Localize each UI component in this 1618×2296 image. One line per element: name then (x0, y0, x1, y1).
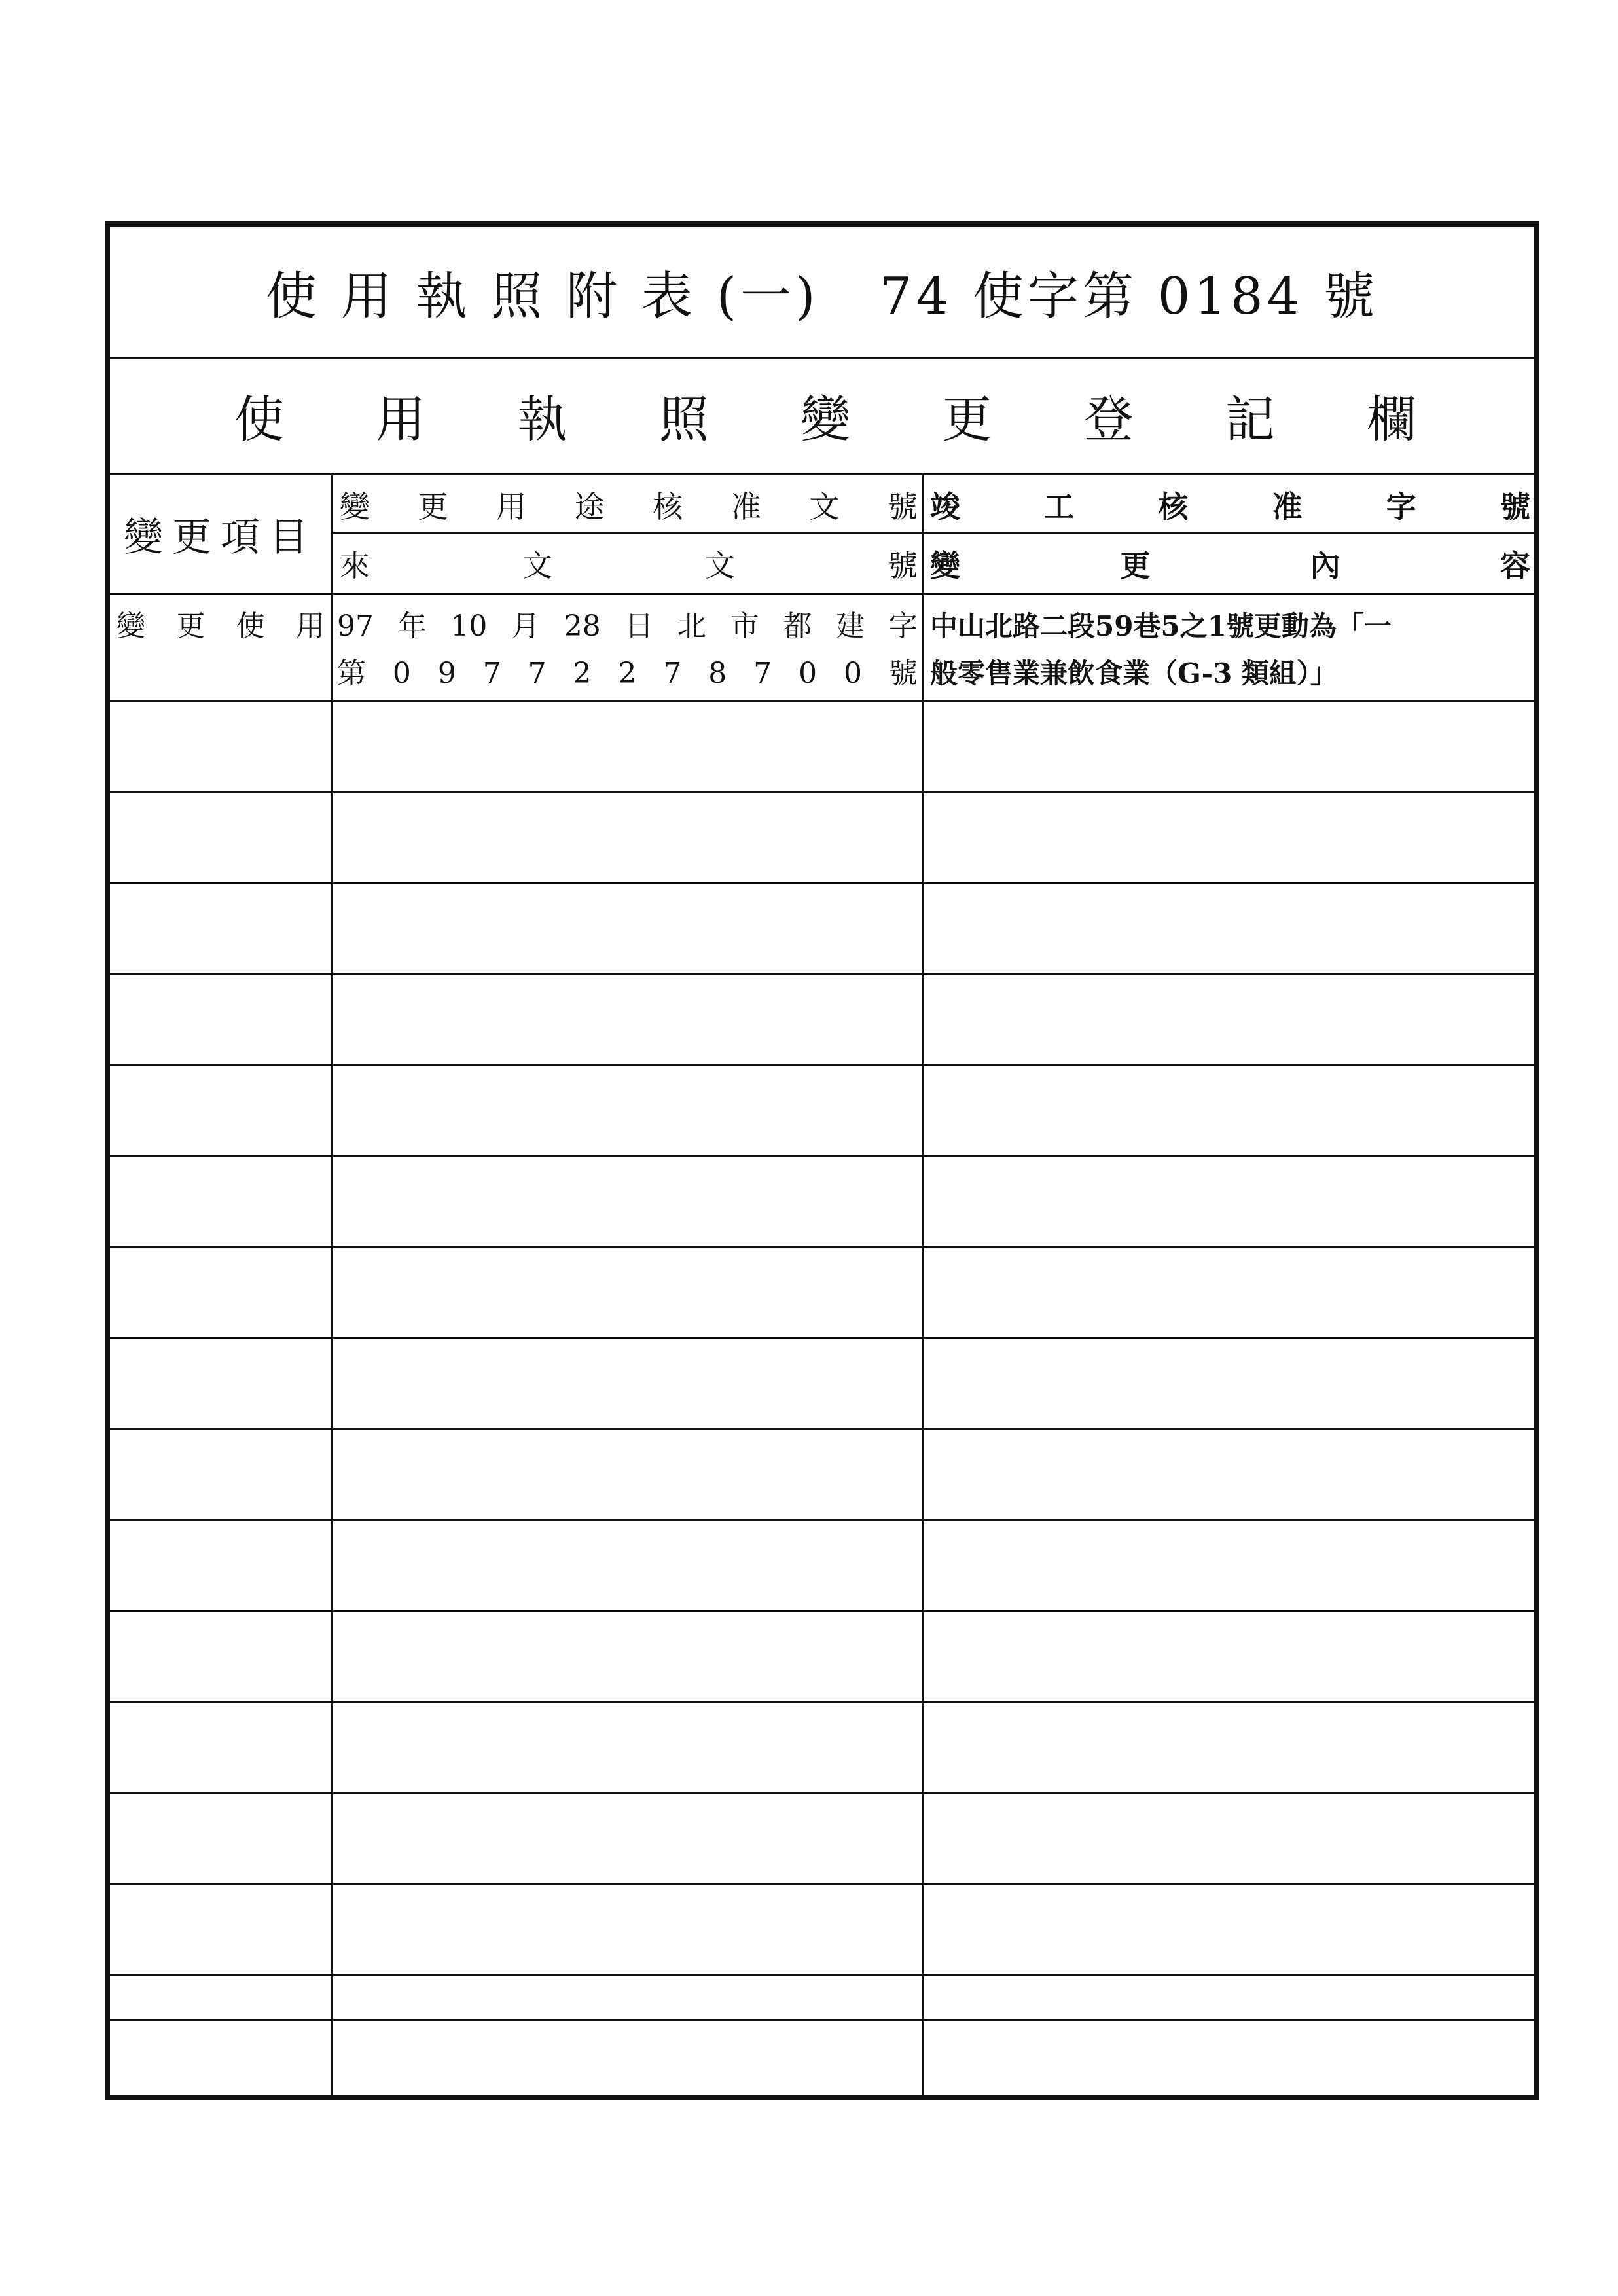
subtitle-char: 照 (658, 390, 709, 448)
doc-token: 建 (836, 610, 865, 643)
header-char: 變 (930, 548, 960, 583)
row-divider (110, 1974, 1534, 1976)
row-divider (110, 1337, 1534, 1339)
doc-token: 10 (450, 610, 488, 643)
doc-token: 月 (511, 610, 541, 643)
item-char: 更 (176, 610, 206, 643)
doc-token: 7 (663, 657, 682, 690)
header-completion-approval (924, 475, 1534, 534)
doc-token: 97 (337, 610, 374, 643)
header-char: 來 (340, 548, 370, 583)
item-char: 用 (295, 610, 325, 643)
item-char: 變 (117, 610, 145, 643)
row-divider (110, 1792, 1534, 1794)
subtitle-char: 用 (376, 390, 426, 448)
row-divider (110, 1610, 1534, 1612)
header-char: 變 (340, 489, 370, 524)
doc-token: 年 (397, 610, 427, 643)
header-char: 文 (522, 548, 552, 583)
doc-token: 0 (843, 657, 862, 690)
header-change-content (924, 534, 1534, 593)
license-appendix-form (105, 221, 1539, 2100)
row-divider (110, 1883, 1534, 1885)
doc-token: 0 (799, 657, 818, 690)
doc-token: 7 (482, 657, 501, 690)
subtitle-char: 變 (800, 390, 850, 448)
doc-token: 2 (618, 657, 637, 690)
header-char: 更 (1120, 548, 1151, 583)
doc-token: 日 (624, 610, 654, 643)
row-divider (110, 882, 1534, 884)
row-1-doc (333, 595, 922, 700)
header-char: 文 (705, 548, 735, 583)
row-divider (110, 1519, 1534, 1521)
doc-token: 8 (708, 657, 727, 690)
doc-token: 2 (573, 657, 592, 690)
header-char: 號 (887, 489, 918, 524)
content-line: 中山北路二段59巷5之1號更動為「一 (930, 610, 1392, 642)
header-char: 容 (1500, 548, 1530, 583)
doc-token: 號 (888, 657, 918, 690)
doc-token: 7 (753, 657, 772, 690)
subtitle-char: 記 (1225, 390, 1275, 448)
header-char: 核 (1158, 489, 1189, 524)
subtitle-char: 更 (942, 390, 992, 448)
doc-token: 28 (564, 610, 601, 643)
row-divider (110, 791, 1534, 793)
subtitle-char: 欄 (1367, 390, 1416, 448)
row-divider (110, 1428, 1534, 1430)
header-char: 途 (574, 489, 605, 524)
doc-token: 字 (888, 610, 918, 643)
doc-token: 第 (337, 657, 366, 690)
doc-token: 北 (677, 610, 707, 643)
header-approval-doc (333, 475, 922, 534)
header-char: 准 (1272, 489, 1303, 524)
header-char: 核 (653, 489, 683, 524)
header-char: 號 (888, 548, 918, 583)
row-divider (110, 1155, 1534, 1157)
row-1-item (110, 595, 331, 700)
header-char: 竣 (930, 489, 960, 524)
column-divider (922, 475, 924, 2095)
header-char: 號 (1500, 489, 1530, 524)
subtitle-char: 登 (1083, 390, 1134, 448)
subtitle-char: 執 (517, 390, 567, 448)
row-divider (110, 2019, 1534, 2021)
form-title: 使 用 執 照 附 表 (一) 74 使字第 0184 號 (265, 267, 1379, 326)
header-char: 更 (418, 489, 448, 524)
header-incoming-doc (333, 534, 922, 593)
header-char: 內 (1310, 548, 1340, 583)
header-char: 用 (496, 489, 527, 524)
row-divider (110, 1701, 1534, 1703)
row-divider (110, 973, 1534, 975)
header-char: 文 (809, 489, 840, 524)
row-divider (110, 700, 1534, 702)
row-divider (110, 1246, 1534, 1248)
header-char: 工 (1044, 489, 1075, 524)
content-line: 般零售業兼飲食業（G-3 類組）」 (930, 657, 1338, 689)
doc-token: 都 (783, 610, 812, 643)
header-change-item: 變更項目 (124, 515, 317, 560)
doc-token: 0 (392, 657, 411, 690)
item-char: 使 (236, 610, 265, 643)
subtitle-char: 使 (234, 390, 284, 448)
doc-token: 市 (730, 610, 759, 643)
doc-token: 7 (528, 657, 547, 690)
header-char: 准 (730, 489, 761, 524)
form-title-row (110, 227, 1534, 359)
column-divider (331, 475, 333, 2095)
form-subtitle-row (110, 357, 1534, 475)
header-char: 字 (1386, 489, 1416, 524)
row-1-content (924, 595, 1534, 700)
doc-token: 9 (437, 657, 456, 690)
row-divider (110, 1064, 1534, 1066)
